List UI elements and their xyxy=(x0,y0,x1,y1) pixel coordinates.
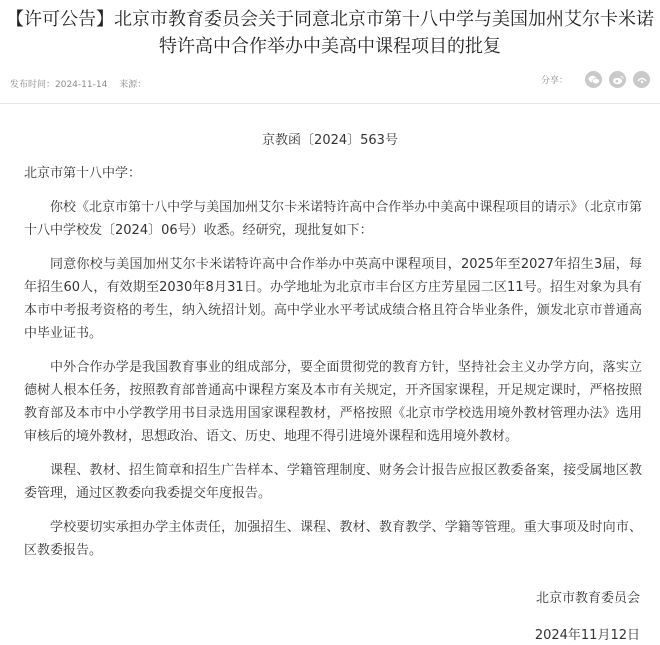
paragraph-1: 你校《北京市第十八中学与美国加州艾尔卡米诺特许高中合作举办中美高中课程项目的请示》（北京市第十八中学校发〔2024〕06号）收悉。经研究，现批复如下： xyxy=(24,200,642,238)
paragraph-3: 中外合作办学是我国教育事业的组成部分，要全面贯彻党的教育方针，坚持社会主义办学方向，落实立德树人根本任务，按照教育部普通高中课程方案及本市有关规定，开齐国家课程，开足规定课时，严格按照教育部及本市中小学教学用书目录选用国家课程教材，严格按照《北京市学校选用境外教材管理办法》选用审核后的境外教材，思想政治、语文、历史、地理不得引进境外课程和选用境外教材。 xyxy=(24,360,642,444)
issuer-signature: 北京市教育委员会 xyxy=(535,591,640,606)
source-label: 来源： xyxy=(119,80,147,90)
paragraph-2: 同意你校与美国加州艾尔卡米诺特许高中合作举办中英高中课程项目，2025年至2027年招生3届，每年招生60人，有效期至2030年8月31日。办学地址为北京市丰台区方庄芳星园二区11号。招生对象为具有本市中考报考资格的考生，纳入统招计划。高中学业水平考试成绩合格且符合毕业条件，颁发北京市普通高中毕业证书。 xyxy=(24,257,642,341)
header-divider xyxy=(0,103,660,104)
weibo-icon[interactable] xyxy=(609,71,626,88)
paragraph-4: 课程、教材、招生简章和招生广告样本、学籍管理制度、财务会计报告应报区教委备案，接受属地区教委管理，通过区教委向我委提交年度报告。 xyxy=(24,463,642,501)
publish-date: 发布时间：2024-11-14 xyxy=(10,80,108,90)
more-icon[interactable] xyxy=(633,71,650,88)
share-label: 分享： xyxy=(540,76,568,86)
wechat-icon[interactable] xyxy=(585,71,602,88)
article-body xyxy=(24,196,642,573)
paragraph-5: 学校要切实承担办学主体责任，加强招生、课程、教材、教育教学、学籍等管理。重大事项及时向市、区教委报告。 xyxy=(24,520,642,558)
document-number: 京教函〔2024〕563号 xyxy=(262,133,398,148)
salutation: 北京市第十八中学： xyxy=(24,166,142,181)
article-meta xyxy=(10,77,155,90)
share-bar xyxy=(541,71,650,88)
issue-date: 2024年11月12日 xyxy=(534,628,640,643)
article-title: 【许可公告】北京市教育委员会关于同意北京市第十八中学与美国加州艾尔卡米诺特许高中合作举办中美高中课程项目的批复 xyxy=(6,9,654,57)
